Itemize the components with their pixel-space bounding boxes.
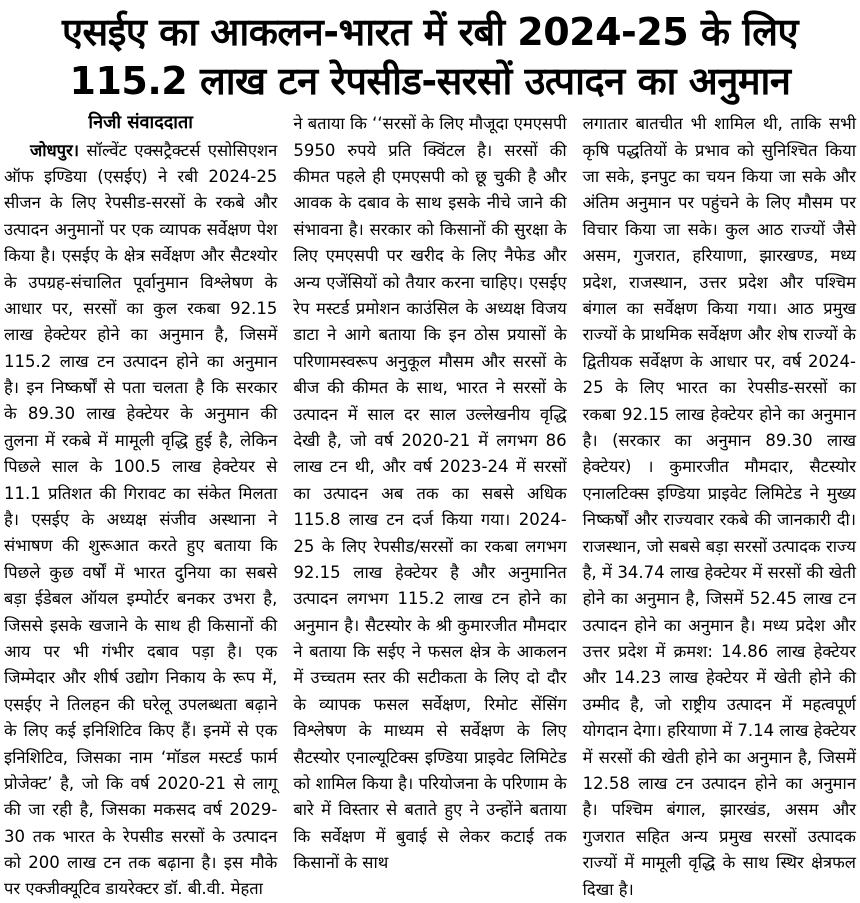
column-1-paragraph bbox=[4, 138, 277, 903]
article-column-1 bbox=[4, 111, 277, 903]
column-3-text: लगातार बातचीत भी शामिल थी, ताकि सभी कृषि पद्धतियों के प्रभाव को सुनिश्चित किया जा सके, इनपुट का चयन किया जा सके और अंतिम अनुमान पर पहुंचने के लिए मौसम पर विचार किया जा सके। कुल आठ राज्यों जैसे असम, गुजरात, हरियाणा, झारखण्ड, मध्य प्रदेश, राजस्थान, उत्तर प्रदेश और पश्चिम बंगाल का सर्वेक्षण किया गया। आठ प्रमुख राज्यों के प्राथमिक सर्वेक्षण और शेष राज्यों के द्वितीयक सर्वेक्षण के आधार पर, वर्ष 2024-25 के लिए भारत का रेपसीड-सरसों का रकबा 92.15 लाख हेक्टेयर होने का अनुमान है। (सरकार का अनुमान 89.30 लाख हेक्टेयर) । कुमारजीत मौमदार, सैटस्योर एनालटिक्स इण्डिया प्राइवेट लिमिटेड ने मुख्य निष्कर्षों और राज्यवार रकबे की जानकारी दी। राजस्थान, जो सबसे बड़ा सरसों उत्पादक राज्य है, में 34.74 लाख हेक्टेयर में सरसों की खेती होने का अनुमान है, जिसमें 52.45 लाख टन उत्पादन होने का अनुमान है। मध्य प्रदेश और उत्तर प्रदेश में क्रमश: 14.86 लाख हेक्टेयर और 14.23 लाख हेक्टेयर में खेती होने की उम्मीद है, जो राष्ट्रीय उत्पादन में महत्वपूर्ण योगदान देगा। हरियाणा में 7.14 लाख हेक्टेयर में सरसों की खेती होने का अनुमान है, जिसमें 12.58 लाख टन उत्पादन होने का अनुमान है। पश्चिम बंगाल, झारखंड, असम और गुजरात सहित अन्य प्रमुख सरसों उत्पादक राज्यों में मामूली वृद्धि के साथ स्थिर क्षेत्रफल दिखा है। bbox=[582, 114, 856, 899]
article-body bbox=[4, 111, 856, 903]
headline bbox=[4, 6, 856, 111]
headline-line-1: एसईए का आकलन-भारत में रबी 2024-25 के लिए bbox=[62, 10, 798, 54]
column-1-text: सॉल्वेंट एक्सट्रैक्टर्स एसोसिएशन ऑफ इण्डिया (एसईए) ने रबी 2024-25 सीजन के लिए रेपसीड-सरसों के रकबे और उत्पादन अनुमानों पर एक व्यापक सर्वेक्षण पेश किया है। एसईए के क्षेत्र सर्वेक्षण और सैटश्योर के उपग्रह-संचालित पूर्वानुमान विश्लेषण के आधार पर, सरसों का कुल रकबा 92.15 लाख हेक्टेयर होने का अनुमान है, जिसमें 115.2 लाख टन उत्पादन होने का अनुमान है। इन निष्कर्षों से पता चलता है कि सरकार के 89.30 लाख हेक्टेयर के अनुमान की तुलना में रकबे में मामूली वृद्धि हुई है, लेकिन पिछले साल के 100.5 लाख हेक्टेयर से 11.1 प्रतिशत की गिरावट का संकेत मिलता है। एसईए के अध्यक्ष संजीव अस्थाना ने संभाषण की शुरूआत करते हुए बताया कि पिछले कुछ वर्षों में भारत दुनिया का सबसे बड़ा ईडेबल ऑयल इम्पोर्टर बनकर उभरा है, जिससे इसके खजाने के साथ ही किसानों की आय पर भी गंभीर दबाव पड़ा है। एक जिम्मेदार और शीर्ष उद्योग निकाय के रूप में, एसईए ने तिलहन की घरेलू उपलब्धता बढ़ाने के लिए कई इनिशिटिव किए हैं। इनमें से एक इनिशिटिव, जिसका नाम ‘मॉडल मस्टर्ड फार्म प्रोजेक्ट’ है, जो कि वर्ष 2020-21 से लागू की जा रही है, जिसका मकसद वर्ष 2029-30 तक भारत के रेपसीड सरसों के उत्पादन को 200 लाख टन तक बढ़ाना है। इस मौके पर एक्जीक्यूटिव डायरेक्टर डॉ. बी.वी. मेहता bbox=[4, 140, 278, 899]
column-2-text: ने बताया कि ‘‘सरसों के लिए मौजूदा एमएसपी 5950 रुपये प्रति क्विंटल है। सरसों की कीमत पहले ही एमएसपी को छू चुकी है और आवक के दबाव के साथ इसके नीचे जाने की संभावना है। सरकार को किसानों की सुरक्षा के लिए एमएसपी पर खरीद के लिए नैफेड और अन्य एजेंसियों को तैयार करना चाहिए। एसईए रेप मस्टर्ड प्रमोशन काउंसिल के अध्यक्ष विजय डाटा ने आगे बताया कि इन ठोस प्रयासों के परिणामस्वरूप अनुकूल मौसम और सरसों के बीज की कीमत के साथ, भारत ने सरसों के उत्पादन में साल दर साल उल्लेखनीय वृद्धि देखी है, जो वर्ष 2020-21 में लगभग 86 लाख टन थी, और वर्ष 2023-24 में सरसों का उत्पादन अब तक का सबसे अधिक 115.8 लाख टन दर्ज किया गया। 2024-25 के लिए रेपसीड/सरसों का रकबा लगभग 92.15 लाख हेक्टेयर है और अनुमानित उत्पादन लगभग 115.2 लाख टन होने का अनुमान है। सैटस्योर के श्री कुमारजीत मौमदार ने बताया कि सईए ने फसल क्षेत्र के आकलन में उच्चतम स्तर की सटीकता के लिए दो दौर के व्यापक फसल सर्वेक्षण, रिमोट सेंसिंग विश्लेषण के माध्यम से सर्वेक्षण के लिए सैटस्योर एनाल्यूटिक्स इण्डिया प्राइवेट लिमिटेड को शामिल किया है। परियोजना के परिणाम के बारे में विस्तार से बताते हुए ने उन्होंने बताया कि सर्वेक्षण में बुवाई से लेकर कटाई तक किसानों के साथ bbox=[293, 114, 567, 873]
byline: निजी संवाददाता bbox=[88, 112, 193, 134]
dateline: जोधपुर। bbox=[30, 140, 80, 160]
article-column-3 bbox=[583, 111, 856, 903]
article-column-2 bbox=[293, 111, 566, 876]
headline-line-2: 115.2 लाख टन रेपसीड-सरसों उत्पादन का अनुमान bbox=[69, 58, 791, 103]
